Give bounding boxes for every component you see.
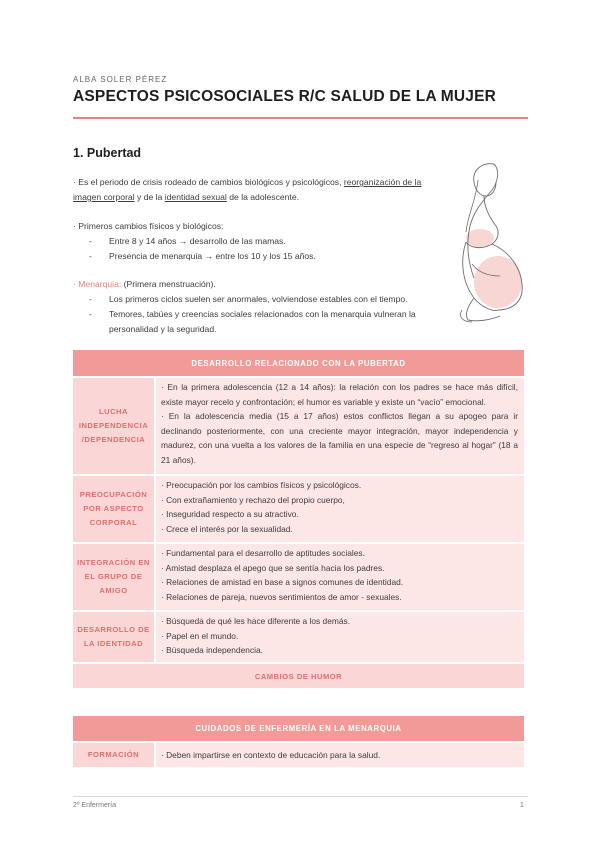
list-dash: - bbox=[89, 309, 92, 319]
row-content bbox=[156, 612, 524, 662]
intro-paragraph bbox=[73, 175, 433, 205]
page-title: ASPECTOS PSICOSOCIALES R/C SALUD DE LA MUJER bbox=[73, 88, 497, 105]
list-dash: - bbox=[89, 251, 92, 261]
section-title: 1. Pubertad bbox=[73, 146, 142, 160]
intro-text-mid: y de la bbox=[134, 192, 165, 202]
row-label: LUCHA INDEPENDENCIA /DEPENDENCIA bbox=[73, 378, 154, 474]
nursing-care-table bbox=[73, 716, 524, 767]
row-content bbox=[156, 378, 524, 474]
footer-course: 2º Enfermería bbox=[73, 802, 117, 809]
row-line: · En la primera adolescencia (12 a 14 años): la relación con los padres se hace más difícil, existe mayor recelo y confrontación; el humor es variable y existe un “vacío” emocional. bbox=[161, 382, 518, 407]
author-name: ALBA SOLER PÉREZ bbox=[73, 75, 168, 84]
chest-shape bbox=[466, 229, 494, 247]
row-content bbox=[156, 544, 524, 610]
table-row bbox=[73, 378, 524, 474]
table-row bbox=[73, 544, 524, 610]
list-item bbox=[73, 249, 433, 264]
menarche-label: · Menarquia: bbox=[73, 279, 122, 289]
row-line: · Amistad desplaza el apego que se sentía hacia los padres. bbox=[161, 562, 385, 573]
mood-changes-row: CAMBIOS DE HUMOR bbox=[73, 664, 524, 688]
row-line: · Con extrañamiento y rechazo del propio cuerpo, bbox=[161, 494, 345, 505]
row-line: · Papel en el mundo. bbox=[161, 630, 239, 641]
table-row bbox=[73, 743, 524, 767]
footer-divider bbox=[73, 796, 528, 797]
row-line: · Búsqueda independencia. bbox=[161, 645, 263, 656]
row-line: · Crece el interés por la sexualidad. bbox=[161, 523, 293, 534]
list-item bbox=[73, 234, 433, 249]
row-line: · Inseguridad respecto a su atractivo. bbox=[161, 509, 299, 520]
list-dash: - bbox=[89, 236, 92, 246]
row-line: · Relaciones de amistad en base a signos comunes de identidad. bbox=[161, 577, 404, 588]
row-line: · Deben impartirse en contexto de educación para la salud. bbox=[161, 749, 381, 760]
table-header: CUIDADOS DE ENFERMERÍA EN LA MENARQUIA bbox=[73, 716, 524, 741]
menarche-intro bbox=[73, 277, 433, 292]
row-content bbox=[156, 476, 524, 542]
list-item-text: Presencia de menarquia → entre los 10 y los 15 años. bbox=[109, 251, 316, 261]
row-line: · Preocupación por los cambios físicos y psicológicos. bbox=[161, 480, 362, 490]
table-row bbox=[73, 476, 524, 542]
underlined-term-body-image: reorganización de la imagen corporal bbox=[73, 177, 422, 202]
table-header: DESARROLLO RELACIONADO CON LA PUBERTAD bbox=[73, 350, 524, 376]
list-item bbox=[73, 292, 433, 307]
development-table bbox=[73, 350, 524, 688]
row-label: DESARROLLO DE LA IDENTIDAD bbox=[73, 612, 154, 662]
intro-text-start: · Es el periodo de crisis rodeado de cambios biológicos y psicológicos, bbox=[73, 177, 344, 187]
menarche-definition: (Primera menstruación). bbox=[121, 279, 216, 289]
row-content bbox=[156, 743, 524, 767]
list-item bbox=[73, 307, 433, 337]
row-line: · Búsqueda de qué les hace diferente a los demás. bbox=[161, 616, 351, 626]
row-line: · Fundamental para el desarrollo de aptitudes sociales. bbox=[161, 548, 365, 558]
physical-changes-block bbox=[73, 219, 433, 264]
row-label: INTEGRACIÓN EN EL GRUPO DE AMIGO bbox=[73, 544, 154, 610]
pregnant-woman-illustration bbox=[438, 160, 530, 325]
title-divider bbox=[73, 117, 528, 119]
list-item-text: Los primeros ciclos suelen ser anormales, volviendose estables con el tiempo. bbox=[109, 294, 408, 304]
page-number: 1 bbox=[520, 802, 524, 809]
list-dash: - bbox=[89, 294, 92, 304]
row-line: · En la adolescencia media (15 a 17 años) estos conflictos llegan a su apogeo para ir declinando posteriormente, con una creciente mayor integración, mayor independencia y madurez, con una vuelta a los valores de la familia en una especie de “regreso al hogar” (18 a 21 años). bbox=[161, 411, 518, 465]
intro-text-end: de la adolescente. bbox=[226, 192, 300, 202]
row-label: PREOCUPACIÓN POR ASPECTO CORPORAL bbox=[73, 476, 154, 542]
physical-changes-intro: · Primeros cambios físicos y biológicos: bbox=[73, 221, 224, 231]
list-item-text: Entre 8 y 14 años → desarrollo de las mamas. bbox=[109, 236, 286, 246]
row-label: FORMACIÓN bbox=[73, 743, 154, 767]
table-row bbox=[73, 612, 524, 662]
list-item-text: Temores, tabúes y creencias sociales relacionados con la menarquia vulneran la personalidad y la seguridad. bbox=[109, 309, 416, 334]
underlined-term-sexual-identity: identidad sexual bbox=[164, 192, 227, 202]
menarche-block bbox=[73, 277, 433, 337]
row-line: · Relaciones de pareja, nuevos sentimientos de amor - sexuales. bbox=[161, 591, 402, 602]
